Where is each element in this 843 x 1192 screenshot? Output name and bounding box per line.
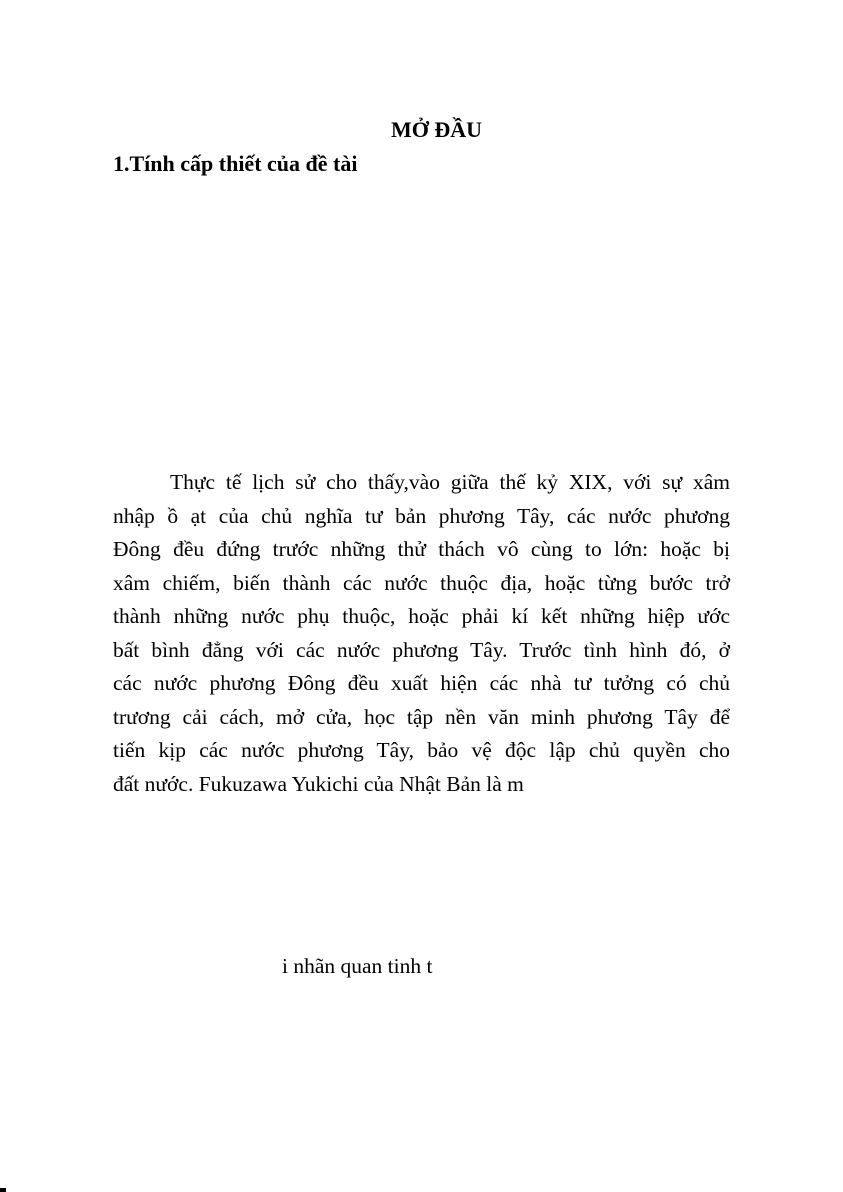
body-paragraph	[113, 466, 730, 801]
scan-mark	[0, 1188, 6, 1192]
paragraph-line: thành những nước phụ thuộc, hoặc phải kí kết những hiệp ước	[113, 604, 730, 628]
paragraph-line: Thực tế lịch sử cho thấy,vào giữa thế kỷ XIX, với sự xâm	[170, 470, 730, 494]
text-fragment: i nhãn quan tinh t	[282, 954, 433, 978]
section-heading: 1.Tính cấp thiết của đề tài	[113, 151, 358, 176]
paragraph-line: tiến kịp các nước phương Tây, bảo vệ độc lập chủ quyền cho	[113, 738, 730, 762]
page-title: MỞ ĐẦU	[390, 117, 483, 142]
paragraph-line: bất bình đẳng với các nước phương Tây. Trước tình hình đó, ở	[113, 637, 730, 662]
paragraph-line: nhập ồ ạt của chủ nghĩa tư bản phương Tây, các nước phương	[113, 503, 730, 528]
paragraph-line: Đông đều đứng trước những thử thách vô cùng to lớn: hoặc bị	[113, 537, 730, 561]
paragraph-line: xâm chiếm, biến thành các nước thuộc địa, hoặc từng bước trở	[113, 570, 730, 595]
paragraph-line: trương cải cách, mở cửa, học tập nền văn minh phương Tây để	[113, 704, 730, 729]
paragraph-line: đất nước. Fukuzawa Yukichi của Nhật Bản là m	[113, 771, 524, 796]
paragraph-line: các nước phương Đông đều xuất hiện các nhà tư tưởng có chủ	[113, 671, 730, 695]
